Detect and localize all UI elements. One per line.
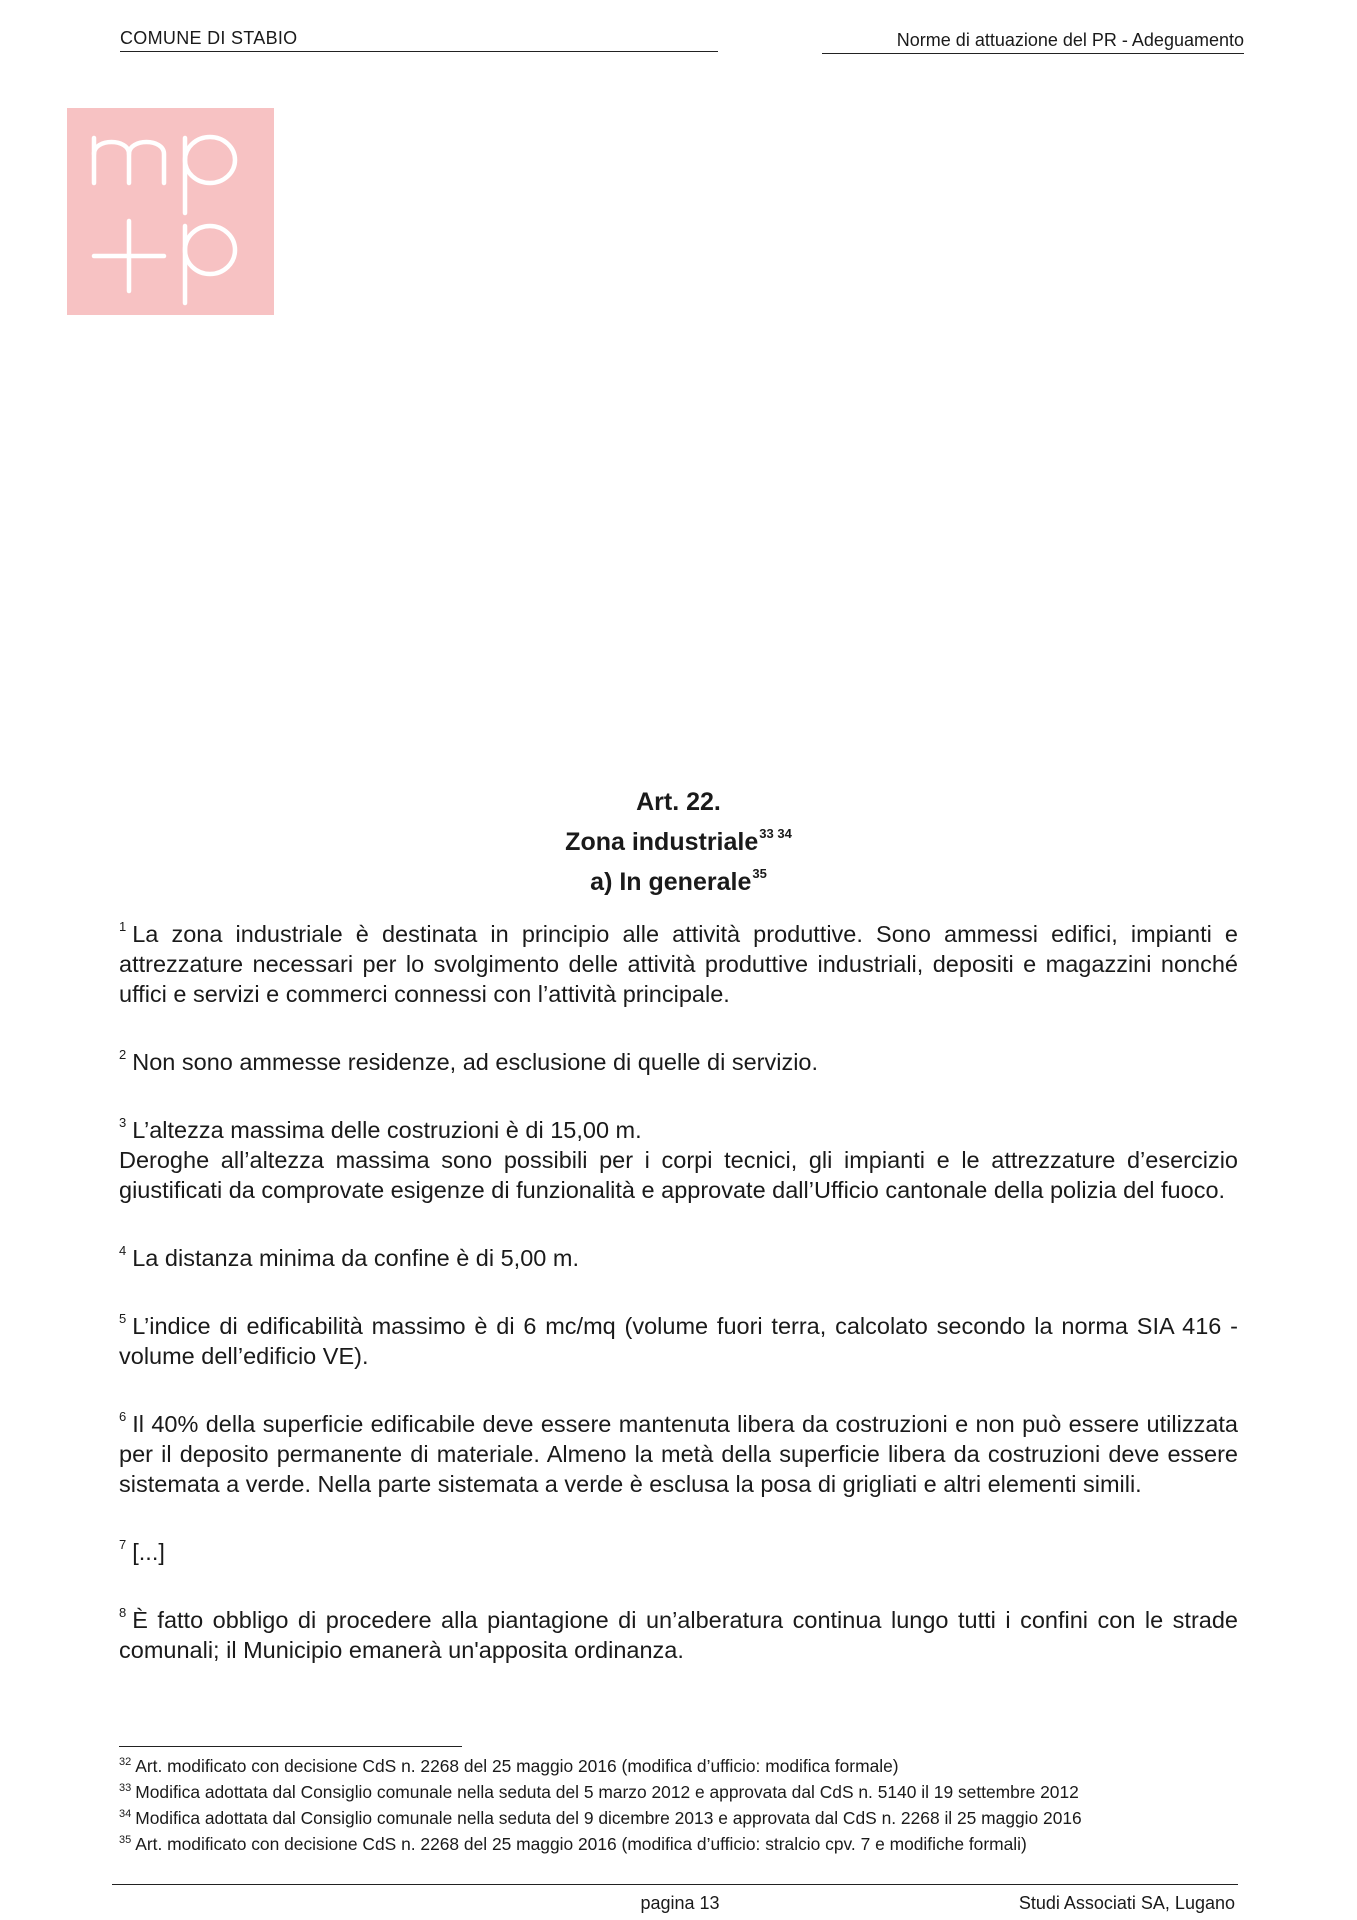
paragraph-5	[119, 1304, 1238, 1371]
article-title-line	[0, 818, 1357, 858]
paragraph-text: L’altezza massima delle costruzioni è di 15,00 m.	[132, 1117, 642, 1143]
paragraph-number: 8	[119, 1605, 127, 1620]
paragraph-6	[119, 1402, 1238, 1499]
paragraph-number: 5	[119, 1311, 127, 1326]
mp-plus-p-logo	[67, 108, 274, 315]
paragraph-text: [...]	[132, 1539, 165, 1565]
article-subtitle: a) In generale	[590, 868, 752, 896]
footnote	[119, 1751, 1249, 1777]
footnote-number: 34	[119, 1808, 132, 1820]
header-municipality: COMUNE DI STABIO	[120, 28, 718, 52]
paragraph-2	[119, 1040, 1238, 1077]
header-document-title: Norme di attuazione del PR - Adeguamento	[822, 30, 1244, 54]
footnote-divider	[119, 1746, 462, 1747]
article-body	[119, 912, 1238, 1696]
paragraph-1	[119, 912, 1238, 1009]
paragraph-text: La zona industriale è destinata in principio alle attività produttive. Sono ammessi edifici, impianti e attrezzature necessari per lo svolgimento delle attività produttive industriali, depositi e magazzini nonché uffici e servizi e commerci connessi con l’attività principale.	[119, 921, 1238, 1007]
paragraph-number: 7	[119, 1537, 127, 1552]
footnote	[119, 1777, 1249, 1803]
paragraph-8	[119, 1598, 1238, 1665]
paragraph-7	[119, 1530, 1238, 1567]
footnote-text: Modifica adottata dal Consiglio comunale nella seduta del 5 marzo 2012 e approvata dal CdS n. 5140 il 19 settembre 2012	[135, 1782, 1079, 1802]
paragraph-number: 4	[119, 1243, 127, 1258]
paragraph-text: La distanza minima da confine è di 5,00 m.	[132, 1245, 579, 1271]
paragraph-number: 6	[119, 1409, 127, 1424]
footnote	[119, 1803, 1249, 1829]
paragraph-number: 3	[119, 1115, 127, 1130]
article-title: Zona industriale	[565, 828, 759, 856]
paragraph-text-continuation: Deroghe all’altezza massima sono possibili per i corpi tecnici, gli impianti e le attrezzature d’esercizio giustificati da comprovate esigenze di funzionalità e approvate dall’Ufficio cantonale della polizia del fuoco.	[119, 1147, 1238, 1203]
footnote-text: Modifica adottata dal Consiglio comunale nella seduta del 9 dicembre 2013 e approvata dal CdS n. 2268 il 25 maggio 2016	[135, 1808, 1082, 1828]
paragraph-text: È fatto obbligo di procedere alla piantagione di un’alberatura continua lungo tutti i confini con le strade comunali; il Municipio emanerà un'apposita ordinanza.	[119, 1607, 1238, 1663]
paragraph-3	[119, 1108, 1238, 1205]
footnote-text: Art. modificato con decisione CdS n. 2268 del 25 maggio 2016 (modifica d’ufficio: modifica formale)	[135, 1756, 899, 1776]
page-number: pagina 13	[640, 1893, 720, 1913]
footnote	[119, 1829, 1249, 1855]
paragraph-number: 1	[119, 919, 127, 934]
paragraph-text: Non sono ammesse residenze, ad esclusione di quelle di servizio.	[132, 1049, 819, 1075]
article-heading	[0, 787, 1357, 898]
footer-author: Studi Associati SA, Lugano	[1018, 1893, 1235, 1913]
article-subtitle-line	[0, 858, 1357, 898]
paragraph-4	[119, 1236, 1238, 1273]
paragraph-text: L’indice di edificabilità massimo è di 6 mc/mq (volume fuori terra, calcolato secondo la norma SIA 416 - volume dell’edificio VE).	[119, 1313, 1238, 1369]
paragraph-text: Il 40% della superficie edificabile deve essere mantenuta libera da costruzioni e non può essere utilizzata per il deposito permanente di materiale. Almeno la metà della superficie libera da costruzioni deve essere sistemata a verde. Nella parte sistemata a verde è esclusa la posa di grigliati e altri elementi simili.	[119, 1411, 1238, 1497]
footnote-number: 32	[119, 1756, 132, 1768]
footnote-text: Art. modificato con decisione CdS n. 2268 del 25 maggio 2016 (modifica d’ufficio: stralcio cpv. 7 e modifiche formali)	[135, 1834, 1027, 1854]
footer-divider	[112, 1884, 1238, 1885]
article-number: Art. 22.	[636, 788, 721, 816]
footnote-number: 33	[119, 1782, 132, 1794]
article-subtitle-footnote-ref: 35	[752, 866, 767, 881]
paragraph-number: 2	[119, 1047, 127, 1062]
footnotes	[119, 1751, 1249, 1855]
footnote-number: 35	[119, 1834, 132, 1846]
article-title-footnote-refs: 33 34	[759, 826, 792, 841]
